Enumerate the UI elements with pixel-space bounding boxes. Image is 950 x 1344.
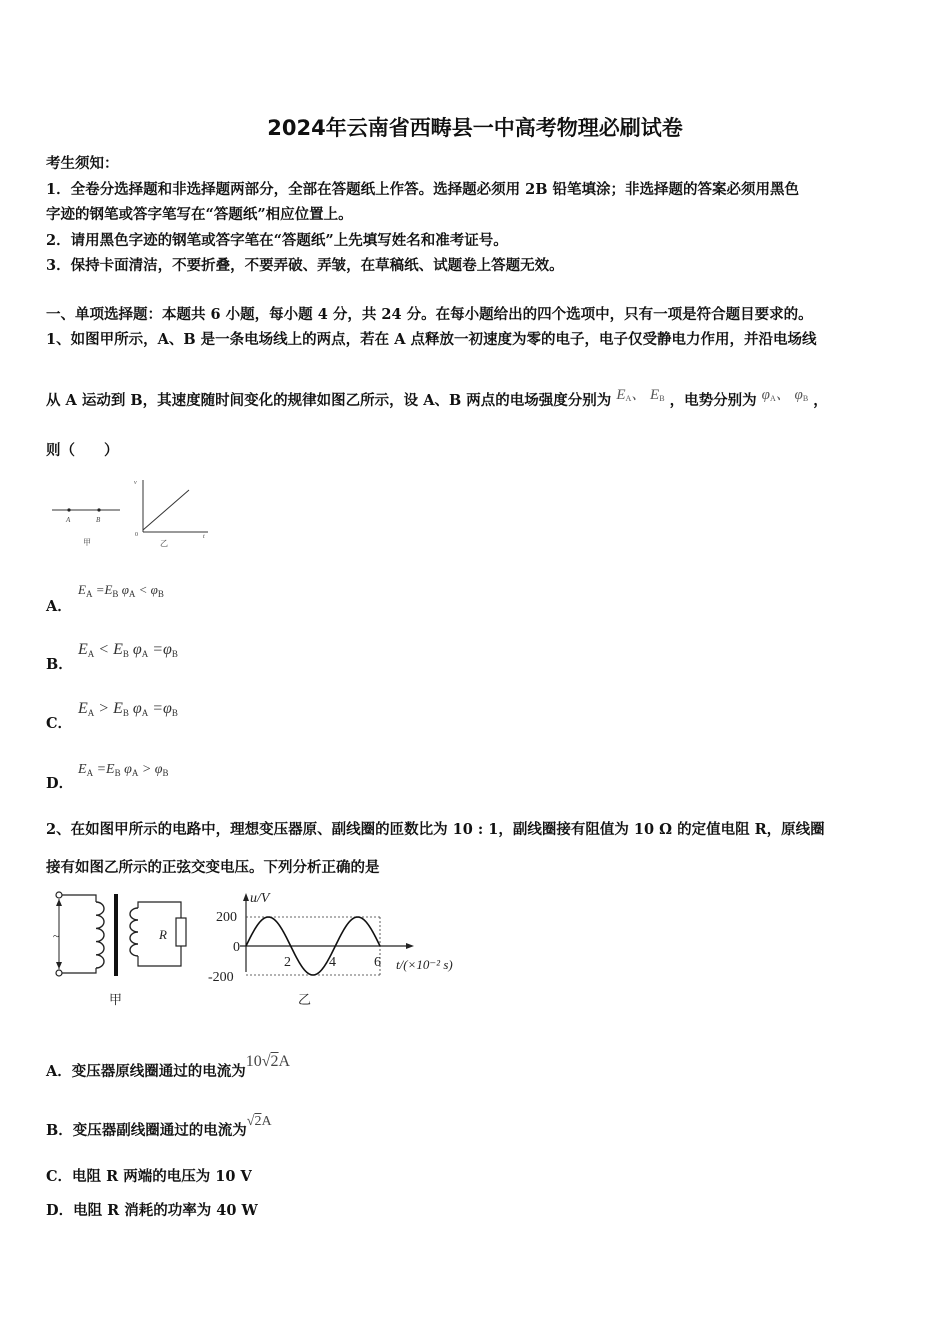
point-a (67, 508, 70, 511)
secondary-coil (130, 908, 138, 956)
label-t: t (203, 534, 205, 540)
notice-heading: 考生须知： (46, 155, 119, 172)
label-yi: 乙 (298, 992, 312, 1007)
q1-option-b-letter: B． (46, 656, 73, 673)
q2-option-c-letter: C． (46, 1168, 73, 1185)
label-jia: 甲 (83, 538, 91, 547)
x-tick-2: 2 (284, 955, 291, 970)
q2-line-2: 接有如图乙所示的正弦交变电压。下列分析正确的是 (46, 859, 380, 876)
q1-line-2-end: ， (813, 392, 828, 409)
q2-option-b-value-root: 2 (254, 1114, 262, 1129)
ac-symbol: ~ (53, 929, 60, 943)
label-a: A (66, 516, 71, 524)
q1-line-1: 1、如图甲所示，A、B 是一条电场线上的两点，若在 A 点释放一初速度为零的电子，电子仅受静电力作用，并沿电场线 (46, 331, 817, 348)
phi-symbol: φA、 φB (761, 387, 809, 403)
q2-line-1: 2、在如图甲所示的电路中，理想变压器原、副线圈的匝数比为 10 : 1，副线圈接有阻值为 10 Ω 的定值电阻 R，原线圈 (46, 821, 825, 838)
q2-option-b (46, 1114, 272, 1140)
notice-line-1b: 字迹的钢笔或答字笔写在“答题纸”相应位置上。 (46, 206, 353, 223)
arrow-up (56, 899, 62, 906)
q2-option-d (46, 1199, 258, 1220)
q1-line-2 (46, 389, 828, 410)
x-axis-arrow (406, 943, 414, 949)
primary-coil (96, 902, 104, 968)
q1-option-c: $E_A > E_B$ $\varphi_A =\varphi_B$ (78, 700, 178, 718)
q2-option-d-text: 电阻 R 消耗的功率为 40 W (73, 1202, 258, 1219)
label-jia: 甲 (109, 992, 123, 1007)
label-v: v (134, 480, 137, 486)
resistor (176, 918, 186, 946)
x-tick-4: 4 (329, 955, 336, 970)
q1-figure (46, 472, 226, 554)
q2-option-a-value: 10√2A (245, 1053, 291, 1070)
y-axis-arrow (243, 893, 249, 901)
q2-option-a-value-num: 10 (245, 1053, 262, 1070)
terminal-bottom (56, 970, 62, 976)
label-yi: 乙 (160, 539, 168, 548)
label-b: B (96, 516, 101, 524)
x-tick-6: 6 (374, 955, 381, 970)
notice-line-2: 2．请用黑色字迹的钢笔或答字笔在“答题纸”上先填写姓名和准考证号。 (46, 232, 508, 249)
q1-option-b: $E_A < E_B$ $\varphi_A =\varphi_B$ (78, 641, 178, 659)
primary-wires (62, 895, 96, 973)
q2-option-a-value-root: 2 (270, 1053, 279, 1070)
y-tick-200: 200 (216, 910, 237, 925)
q2-option-a-value-unit: A (278, 1053, 291, 1070)
x-axis-label: t/(×10⁻² s) (396, 957, 453, 972)
q2-option-c-text: 电阻 R 两端的电压为 10 V (72, 1168, 252, 1185)
q2-option-d-letter: D． (46, 1202, 74, 1219)
point-b (97, 508, 100, 511)
q1-option-c-letter: C． (46, 715, 73, 732)
q1-option-a: $E_A =E_B$ $\varphi_A < \varphi_B$ (78, 582, 164, 599)
q1-line-2-text: 从 A 运动到 B，其速度随时间变化的规律如图乙所示，设 A、B 两点的电场强度分别为 (46, 392, 612, 409)
resistor-label: R (159, 927, 167, 942)
q1-option-a-letter: A． (46, 598, 72, 615)
v-t-line (143, 490, 189, 530)
page-title: 2024年云南省西畴县一中高考物理必刷试卷 (267, 116, 683, 140)
y-axis-label: u/V (250, 891, 270, 906)
q2-option-b-text: 变压器副线圈通过的电流为 (72, 1122, 247, 1139)
ea-eb-symbol: EA、 EB (616, 387, 665, 403)
q1-option-d-letter: D． (46, 775, 74, 792)
y-tick-neg200: -200 (208, 970, 234, 985)
q2-circuit-figure (46, 888, 196, 1010)
q2-voltage-chart (200, 888, 475, 1010)
q2-option-c (46, 1165, 252, 1186)
q1-line-3: 则（ ） (46, 442, 119, 459)
q2-option-a-text: 变压器原线圈通过的电流为 (71, 1063, 246, 1080)
q2-option-b-letter: B． (46, 1122, 73, 1139)
label-zero: 0 (135, 532, 138, 538)
section-heading: 一、单项选择题：本题共 6 小题，每小题 4 分，共 24 分。在每小题给出的四个选项中，只有一项是符合题目要求的。 (46, 306, 813, 323)
q2-option-b-value-unit: A (261, 1114, 272, 1129)
q1-option-d: $E_A =E_B$ $\varphi_A > \varphi_B$ (78, 762, 169, 778)
q2-option-a-letter: A． (46, 1063, 72, 1080)
notice-line-3: 3．保持卡面清洁，不要折叠，不要弄破、弄皱，在草稿纸、试题卷上答题无效。 (46, 257, 564, 274)
arrow-down (56, 962, 62, 969)
transformer-core (114, 894, 118, 976)
q1-line-2-mid: ，电势分别为 (669, 392, 757, 409)
q2-option-b-value: √2A (246, 1114, 272, 1129)
notice-line-1a: 1．全卷分选择题和非选择题两部分，全部在答题纸上作答。选择题必须用 2B 铅笔填涂；非选择题的答案必须用黑色 (46, 181, 800, 198)
q2-option-a (46, 1053, 291, 1081)
terminal-top (56, 892, 62, 898)
y-tick-0: 0 (233, 940, 240, 955)
